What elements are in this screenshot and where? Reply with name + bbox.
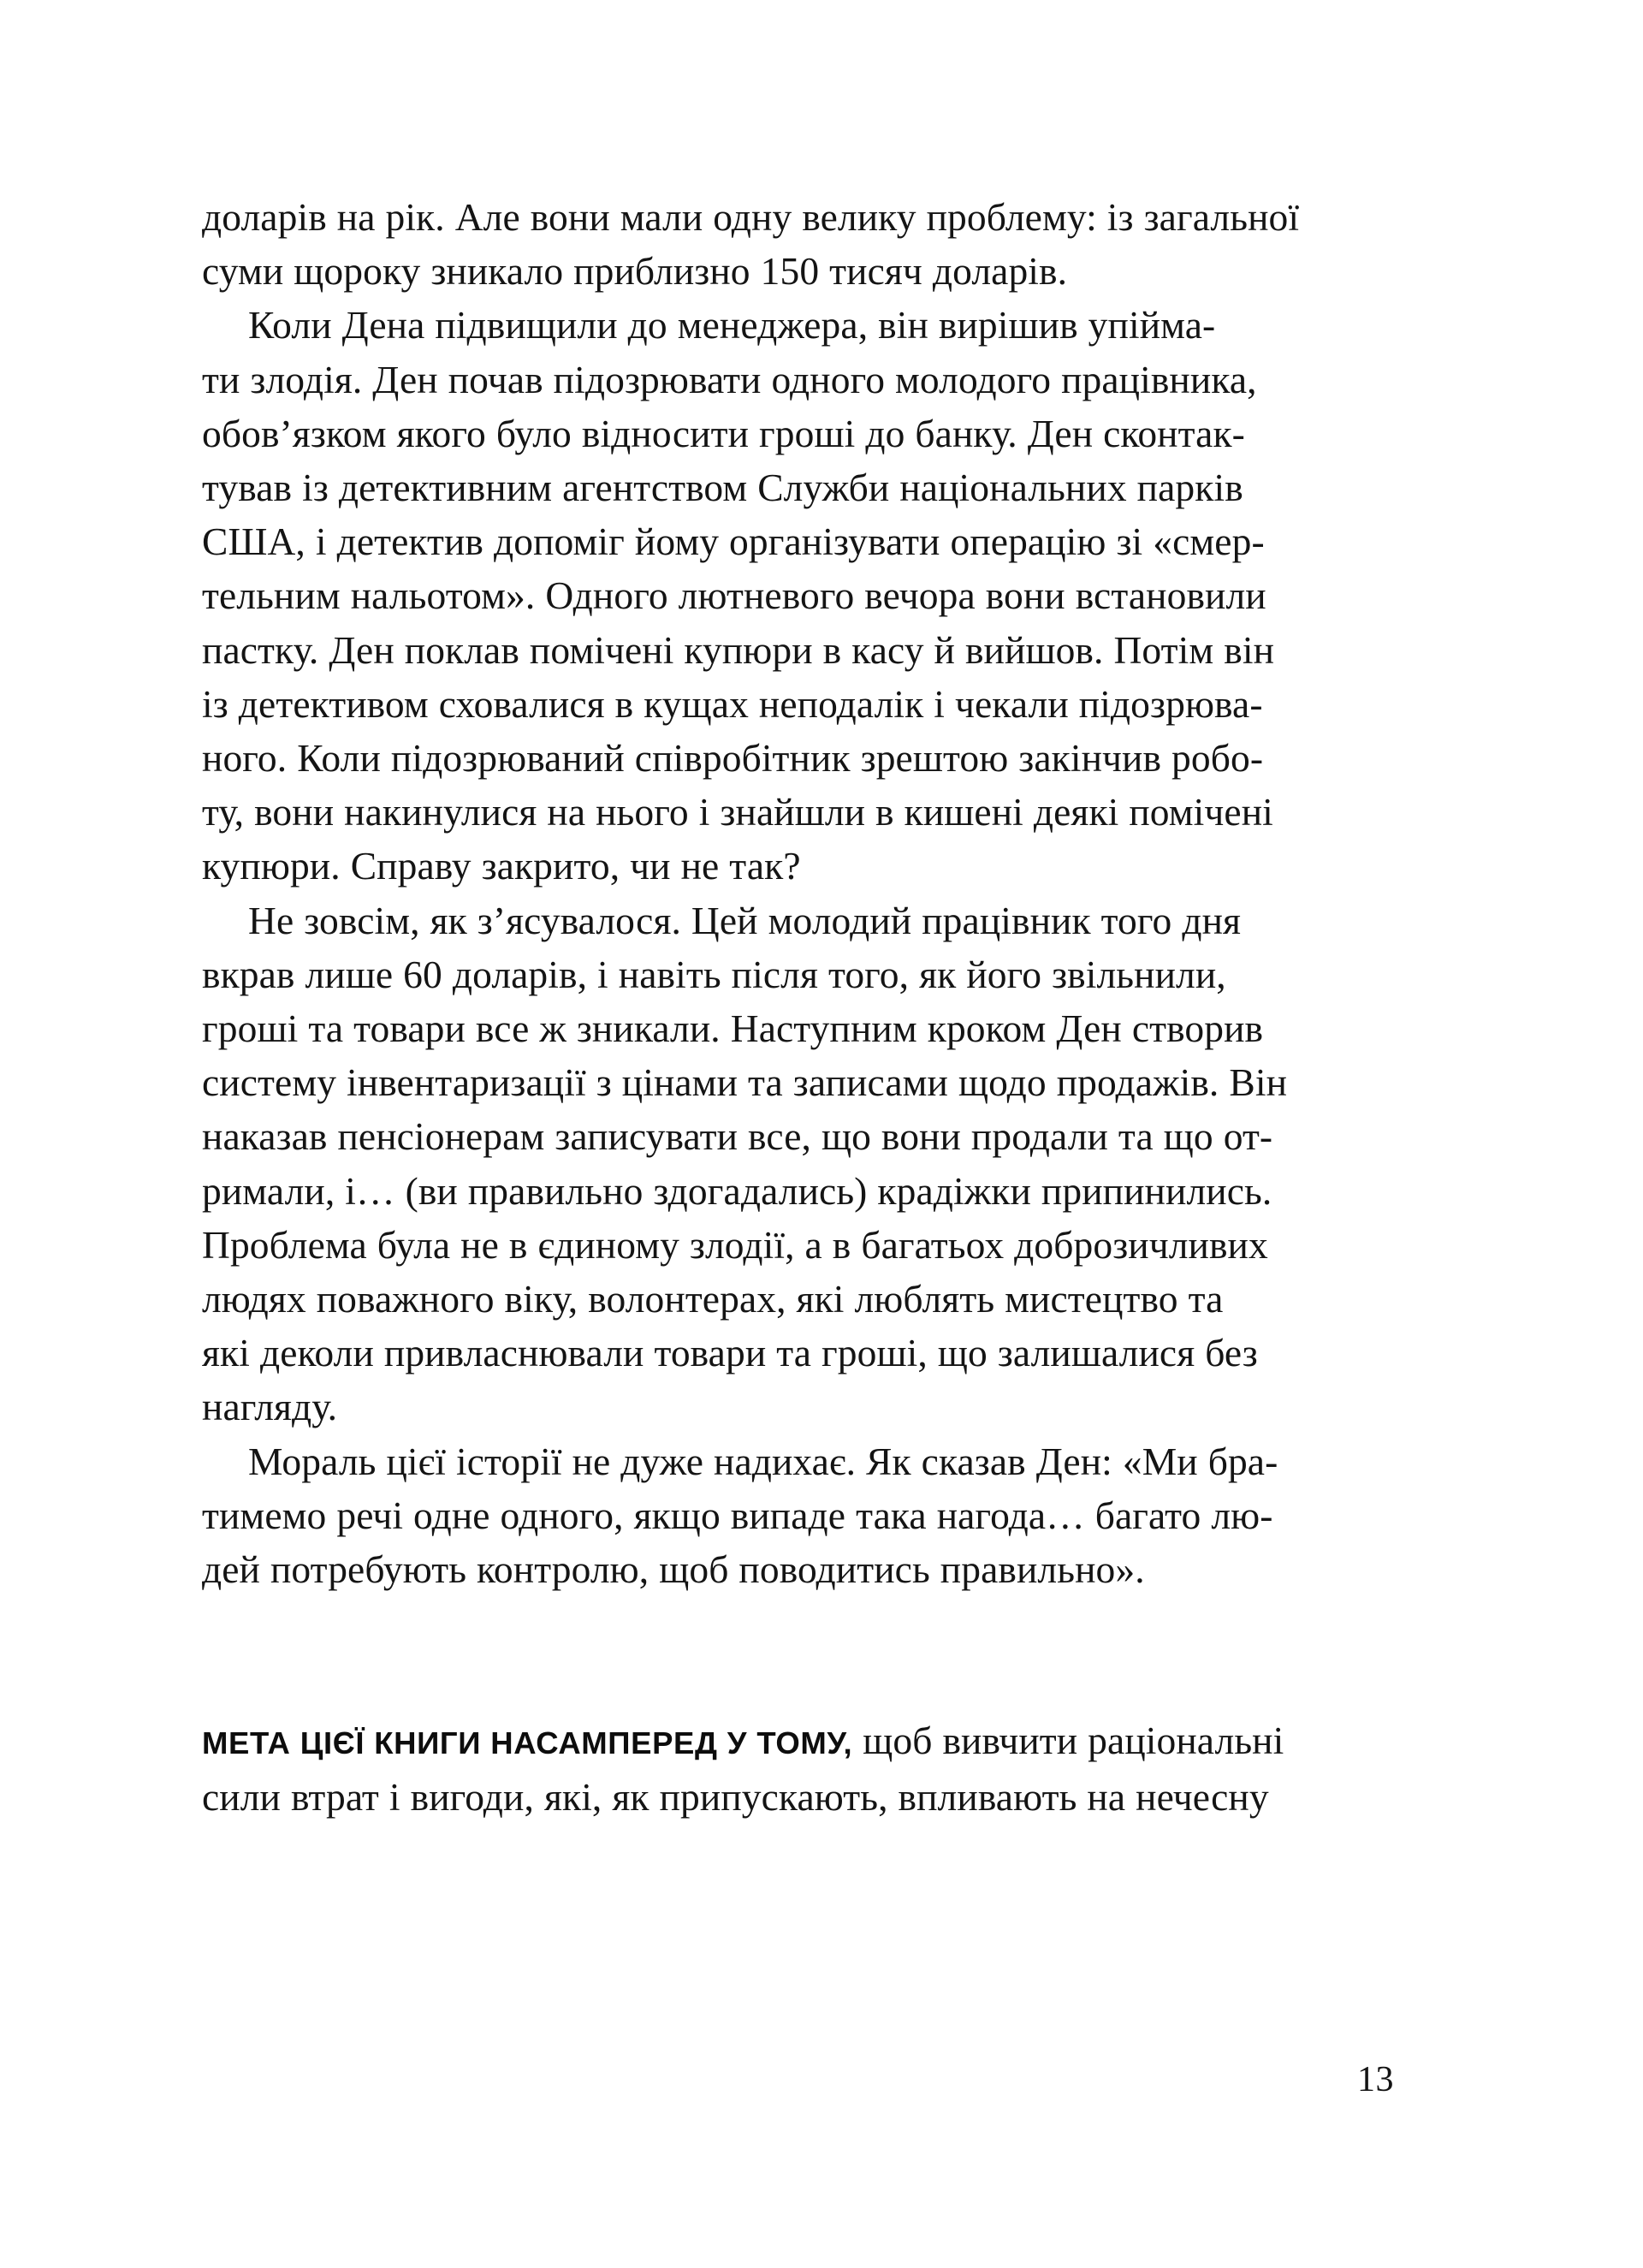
text-line: ного. Коли підозрюваний співробітник зрештою закінчив робо-	[202, 736, 1264, 781]
text-line: пастку. Ден поклав помічені купюри в касу й вийшов. Потім він	[202, 627, 1275, 672]
text-line: купюри. Справу закрито, чи не так?	[202, 844, 801, 888]
paragraph-5-closing	[202, 1713, 1417, 1824]
text-line: Не зовсім, як з’ясувалося. Цей молодий працівник того дня	[248, 898, 1242, 942]
paragraph-1	[202, 190, 1417, 298]
text-line: сили втрат і вигоди, які, як припускають, впливають на нечесну	[202, 1775, 1269, 1820]
page-number: 13	[1357, 2060, 1394, 2099]
text-line: наказав пенсіонерам записувати все, що вони продали та що от-	[202, 1114, 1273, 1159]
text-line-with-lead-in	[202, 1713, 1417, 1770]
text-line: нагляду.	[202, 1385, 338, 1429]
text-line: людях поважного віку, волонтерах, які люблять мистецтво та	[202, 1277, 1224, 1321]
text-line: із детективом сховалися в кущах неподалік і чекали підозрюва-	[202, 681, 1263, 726]
text-line: тельним нальотом». Одного лютневого вечора вони встановили	[202, 573, 1266, 618]
text-line: які деколи привласнювали товари та гроші, що залишалися без	[202, 1331, 1258, 1375]
text-line: дей потребують контролю, щоб поводитись правильно».	[202, 1547, 1145, 1592]
text-line: суми щороку зникало приблизно 150 тисяч доларів.	[202, 249, 1068, 294]
text-line: систему інвентаризації з цінами та записами щодо продажів. Він	[202, 1060, 1288, 1105]
text-line: тимемо речі одне одного, якщо випаде така нагода… багато лю-	[202, 1493, 1273, 1537]
text-line: римали, і… (ви правильно здогадались) крадіжки припинились.	[202, 1168, 1272, 1213]
paragraph-3	[202, 894, 1417, 1434]
text-line: Мораль цієї історії не дуже надихає. Як сказав Ден: «Ми бра-	[248, 1439, 1278, 1483]
text-line: обов’язком якого було відносити гроші до банку. Ден сконтак-	[202, 411, 1245, 455]
text-line: Коли Дена підвищили до менеджера, він вирішив упійма-	[248, 303, 1216, 347]
section-break	[202, 1596, 1417, 1713]
paragraph-2	[202, 298, 1417, 893]
text-line-remainder: щоб вивчити раціональні	[852, 1719, 1284, 1763]
text-line: тував із детективним агентством Служби національних парків	[202, 466, 1243, 510]
text-line: ту, вони накинулися на нього і знайшли в кишені деякі помічені	[202, 790, 1273, 834]
text-line: вкрав лише 60 доларів, і навіть після того, як його звільнили,	[202, 952, 1226, 996]
text-line: доларів на рік. Але вони мали одну велику проблему: із загальної	[202, 195, 1300, 239]
lead-in-phrase: МЕТА ЦІЄЇ КНИГИ НАСАМПЕРЕД У ТОМУ,	[202, 1725, 853, 1761]
text-column	[202, 190, 1417, 1825]
text-line: гроші та товари все ж зникали. Наступним кроком Ден створив	[202, 1006, 1264, 1051]
text-line: ти злодія. Ден почав підозрювати одного молодого працівника,	[202, 357, 1257, 401]
text-line: Проблема була не в єдиному злодії, а в багатьох доброзичливих	[202, 1222, 1268, 1267]
paragraph-4	[202, 1434, 1417, 1597]
text-line: США, і детектив допоміг йому організувати операцію зі «смер-	[202, 520, 1265, 564]
